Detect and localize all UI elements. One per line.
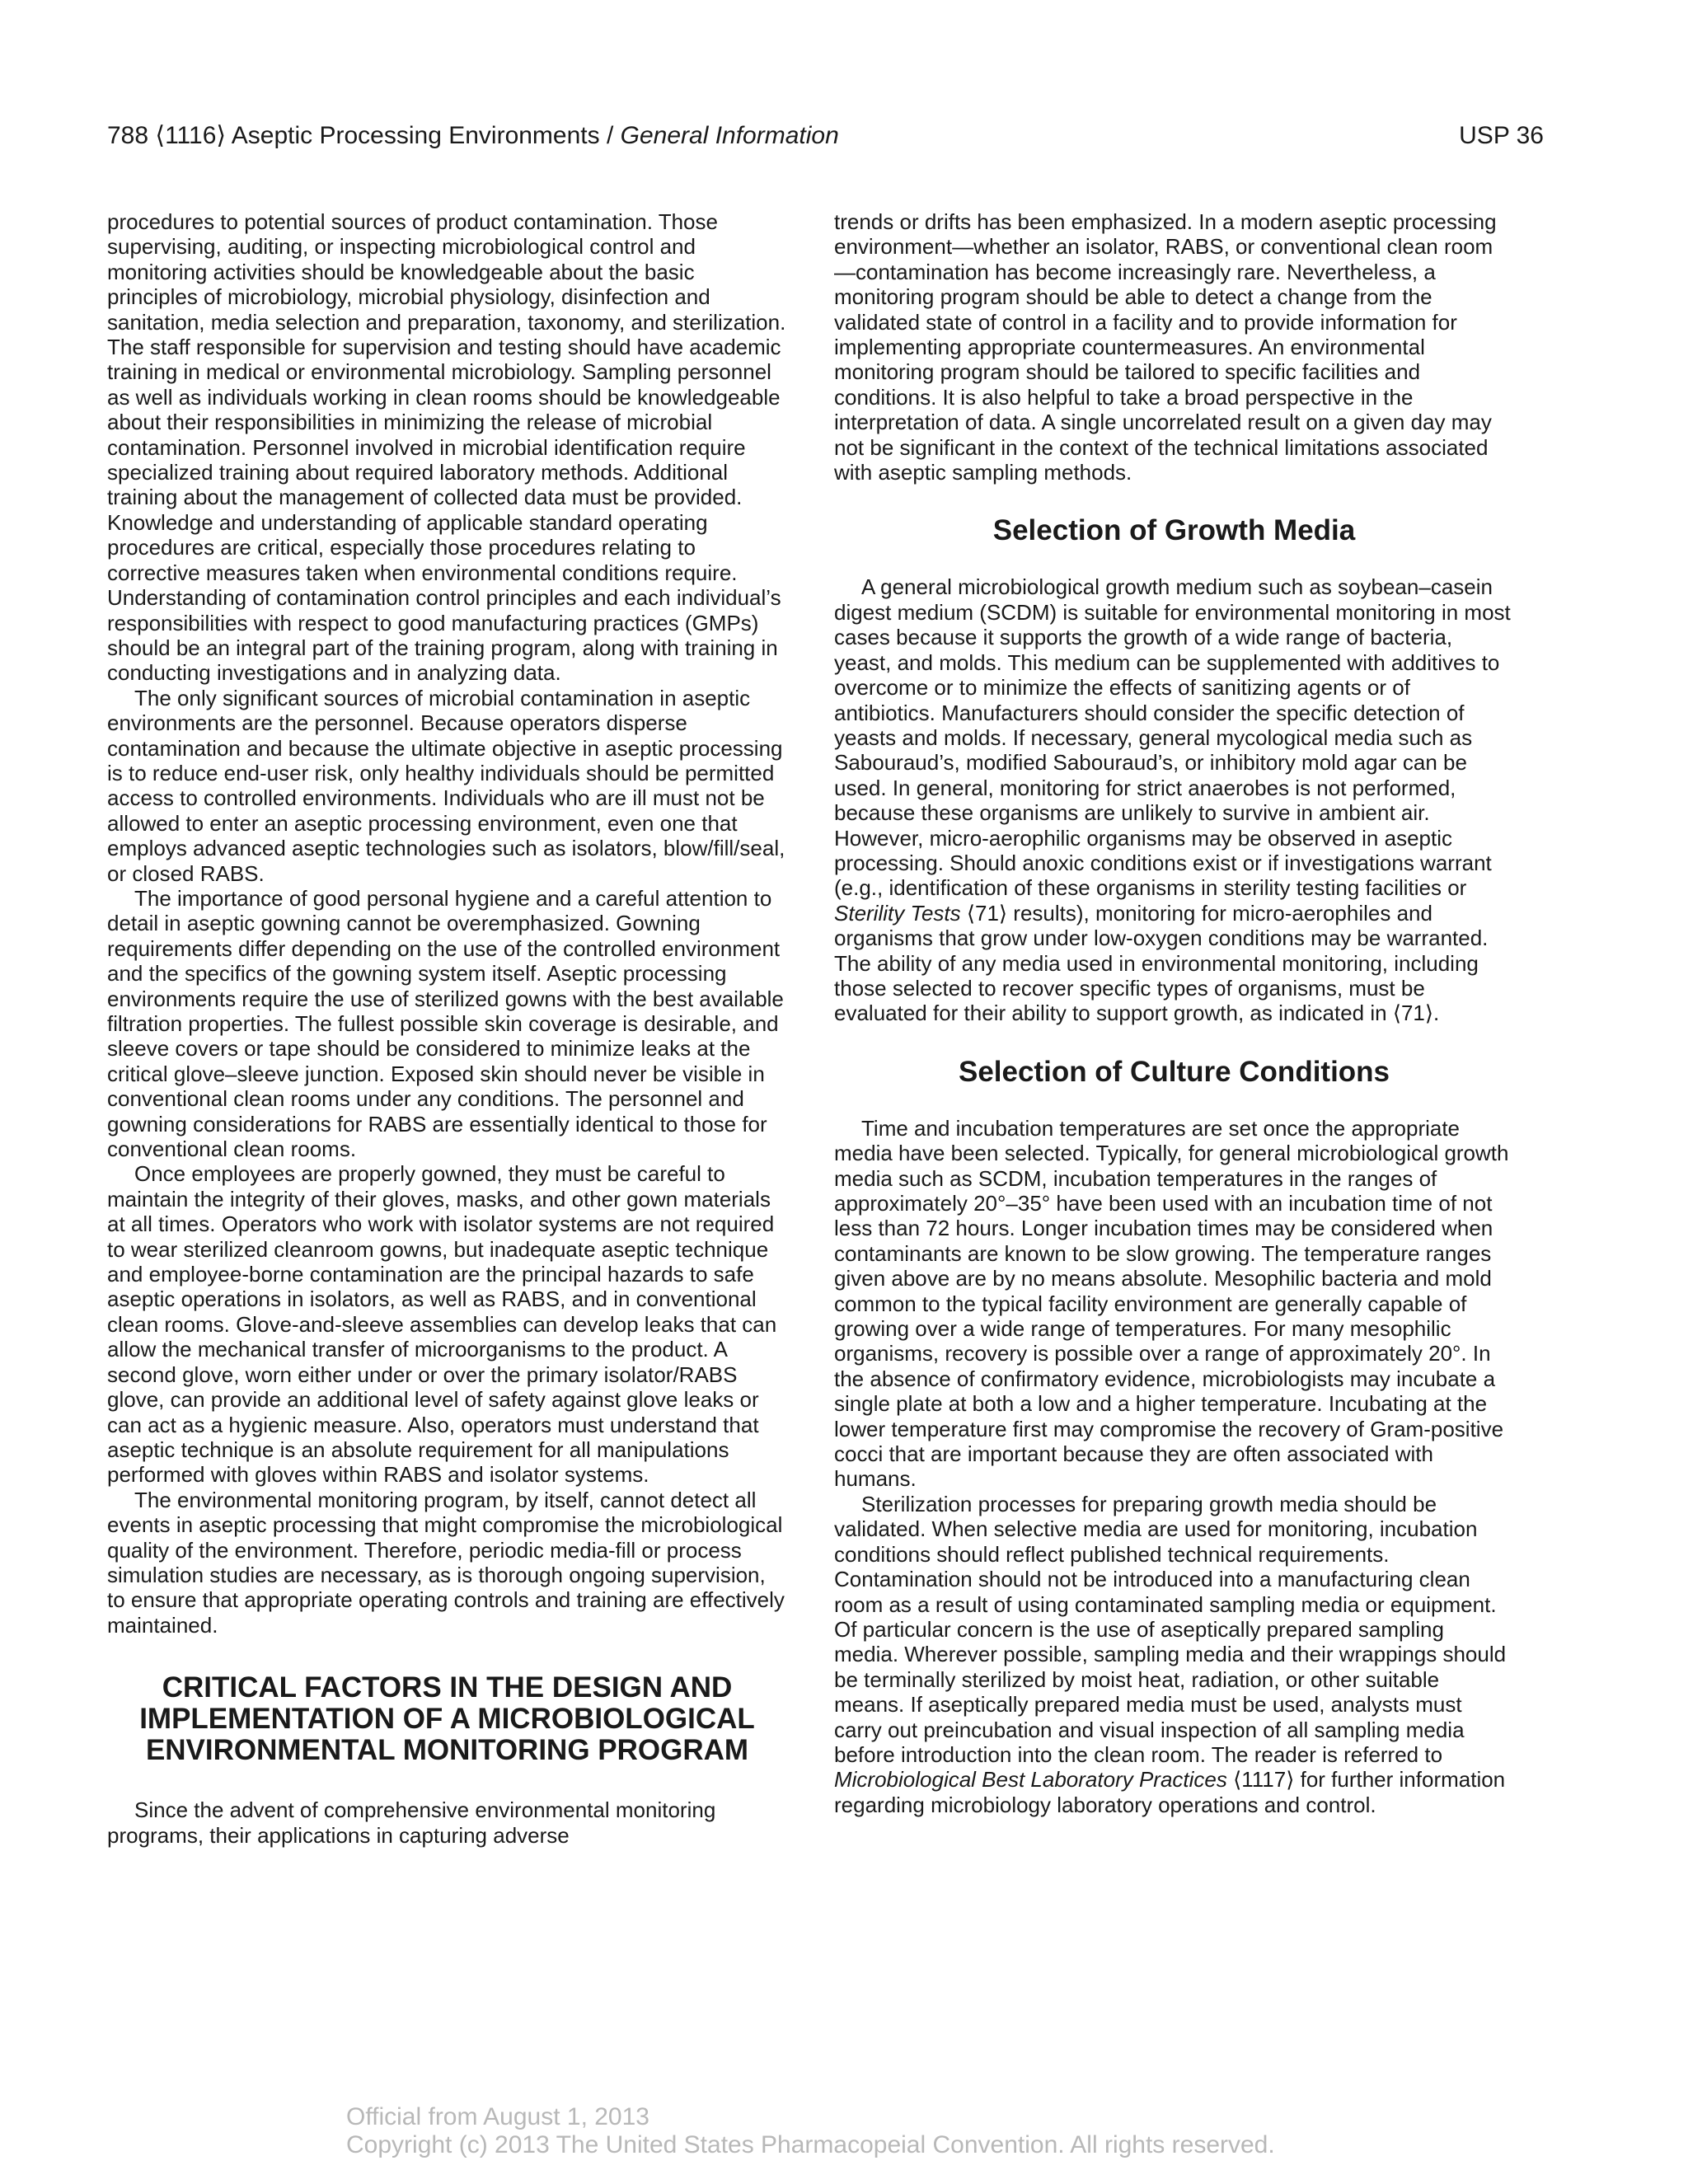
header-left xyxy=(107,120,839,152)
right-paragraph-2 xyxy=(834,574,1514,1025)
header-left-prefix: 788 ⟨1116⟩ Aseptic Processing Environments / xyxy=(107,122,621,149)
right-paragraph-4 xyxy=(834,1492,1514,1817)
sterility-tests-reference: Sterility Tests xyxy=(834,900,961,926)
left-paragraph-4: Once employees are properly gowned, they must be careful to maintain the integrity of their gloves, masks, and other gown materials at all times. Operators who work with isolator systems are not required to wear sterilized cleanroom gowns, but inadequate aseptic technique and employee-borne contamination are the principal hazards to safe aseptic operations in isolators, as well as RABS, and in conventional clean rooms. Glove-and-sleeve assemblies can develop leaks that can allow the mechanical transfer of microorganisms to the product. A second glove, worn either under or over the primary isolator/RABS glove, can provide an additional level of safety against glove leaks or can act as a hygienic measure. Also, operators must understand that aseptic technique is an absolute requirement for all manipulations performed with gloves within RABS and isolator systems. xyxy=(107,1161,777,1488)
running-header xyxy=(107,120,1544,161)
left-paragraph-6: Since the advent of comprehensive environmental monitoring programs, their applications in capturing adverse xyxy=(107,1797,716,1848)
right-paragraph-1: trends or drifts has been emphasized. In a modern aseptic processing environment—whether an isolator, RABS, or conventional clean room—contamination has become increasingly rare. Nevertheless, a monitoring program should be able to detect a change from the validated state of control in a facility and to provide information for implementing appropriate countermeasures. An environmental monitoring program should be tailored to specific facilities and conditions. It is also helpful to take a broad perspective in the interpretation of data. A single uncorrelated result on a given day may not be significant in the context of the technical limitations associated with aseptic sampling methods. xyxy=(834,209,1497,485)
right-paragraph-2-b: ⟨71⟩ results), monitoring for micro-aerophiles and organisms that grow under low-oxygen conditions may be warranted. The ability of any media used in environmental monitoring, including those selected to recover specific types of organisms, must be evaluated for their ability to support growth, as indicated in ⟨71⟩. xyxy=(834,900,1489,1026)
left-paragraph-5: The environmental monitoring program, by itself, cannot detect all events in aseptic processing that might compromise the microbiological quality of the environment. Therefore, periodic media-fill or process simulation studies are necessary, as is thorough ongoing supervision, to ensure that appropriate operating controls and training are effectively maintained. xyxy=(107,1487,785,1638)
header-right: USP 36 xyxy=(1459,122,1544,149)
best-lab-practices-reference: Microbiological Best Laboratory Practices xyxy=(834,1767,1227,1793)
right-paragraph-2-a: A general microbiological growth medium such as soybean–casein digest medium (SCDM) is suitable for environmental monitoring in most cases because it supports the growth of a wide range of bacteria, yeast, and molds. This medium can be supplemented with additives to overcome or to minimize the effects of sanitizing agents or of antibiotics. Manufacturers should consider the specific detection of yeasts and molds. If necessary, general mycological media such as Sabouraud’s, modified Sabouraud’s, or inhibitory mold agar can be used. In general, monitoring for strict anaerobes is not performed, because these organisms are unlikely to survive in ambient air. However, micro-aerophilic organisms may be observed in aseptic processing. Should anoxic conditions exist or if investigations warrant (e.g., identification of these organisms in sterility testing facilities or xyxy=(834,574,1511,901)
culture-conditions-heading: Selection of Culture Conditions xyxy=(958,1055,1390,1088)
right-column xyxy=(834,209,1514,1817)
footer-watermark xyxy=(346,2103,1275,2159)
left-paragraph-2: The only significant sources of microbial contamination in aseptic environments are the personnel. Because operators disperse contamination and because the ultimate objective in aseptic processing is to reduce end-user risk, only healthy individuals should be permitted access to controlled environments. Individuals who are ill must not be allowed to enter an aseptic processing environment, even one that employs advanced aseptic technologies such as isolators, blow/fill/seal, or closed RABS. xyxy=(107,685,785,886)
left-column xyxy=(107,209,787,1848)
header-left-italic: General Information xyxy=(620,122,839,149)
growth-media-heading: Selection of Growth Media xyxy=(992,514,1356,547)
left-paragraph-3: The importance of good personal hygiene and a careful attention to detail in aseptic gowning cannot be overemphasized. Gowning requirements differ depending on the use of the controlled environment and the specifics of the gowning system itself. Aseptic processing environments require the use of sterilized gowns with the best available filtration properties. The fullest possible skin coverage is desirable, and sleeve covers or tape should be considered to minimize leaks at the critical glove–sleeve junction. Exposed skin should never be visible in conventional clean rooms under any conditions. The personnel and gowning considerations for RABS are essentially identical to those for conventional clean rooms. xyxy=(107,885,784,1162)
footer-line-2: Copyright (c) 2013 The United States Pharmacopeial Convention. All rights reserved. xyxy=(346,2131,1275,2158)
right-paragraph-4-a: Sterilization processes for preparing growth media should be validated. When selective media are used for monitoring, incubation conditions should reflect published technical requirements. Contamination should not be introduced into a manufacturing clean room as a result of using contaminated sampling media or equipment. Of particular concern is the use of aseptically prepared sampling media. Wherever possible, sampling media and their wrappings should be terminally sterilized by moist heat, radiation, or other suitable means. If aseptically prepared media must be used, analysts must carry out preincubation and visual inspection of all sampling media before introduction into the clean room. The reader is referred to xyxy=(834,1491,1507,1767)
footer-line-1: Official from August 1, 2013 xyxy=(346,2103,649,2130)
right-paragraph-3: Time and incubation temperatures are set once the appropriate media have been selected. Typically, for general microbiological growth media such as SCDM, incubation temperatures in the ranges of approximately 20°–35° have been used with an incubation time of not less than 72 hours. Longer incubation times may be considered when contaminants are known to be slow growing. The temperature ranges given above are by no means absolute. Mesophilic bacteria and mold common to the typical facility environment are generally capable of growing over a wide range of temperatures. For many mesophilic organisms, recovery is possible over a range of approximately 20°. In the absence of confirmatory evidence, microbiologists may incubate a single plate at both a low and a higher temperature. Incubating at the lower temperature first may compromise the recovery of Gram-positive cocci that are important because they are often associated with humans. xyxy=(834,1115,1509,1492)
major-section-heading: CRITICAL FACTORS IN THE DESIGN AND IMPLEMENTATION OF A MICROBIOLOGICAL ENVIRONMENTAL MONITORING PROGRAM xyxy=(139,1671,755,1767)
left-paragraph-1: procedures to potential sources of product contamination. Those supervising, auditing, or inspecting microbiological control and monitoring activities should be knowledgeable about the basic principles of microbiology, microbial physiology, disinfection and sanitation, media selection and preparation, taxonomy, and sterilization. The staff responsible for supervision and testing should have academic training in medical or environmental microbiology. Sampling personnel as well as individuals working in clean rooms should be knowledgeable about their responsibilities in minimizing the release of microbial contamination. Personnel involved in microbial identification require specialized training about required laboratory methods. Additional training about the management of collected data must be provided. Knowledge and understanding of applicable standard operating procedures are critical, especially those procedures relating to corrective measures taken when environmental conditions require. Understanding of contamination control principles and each individual’s responsibilities with respect to good manufacturing practices (GMPs) should be an integral part of the training program, along with training in conducting investigations and in analyzing data. xyxy=(107,209,786,686)
right-paragraph-4-b: ⟨1117⟩ for further information regarding microbiology laboratory operations and control. xyxy=(834,1767,1506,1817)
